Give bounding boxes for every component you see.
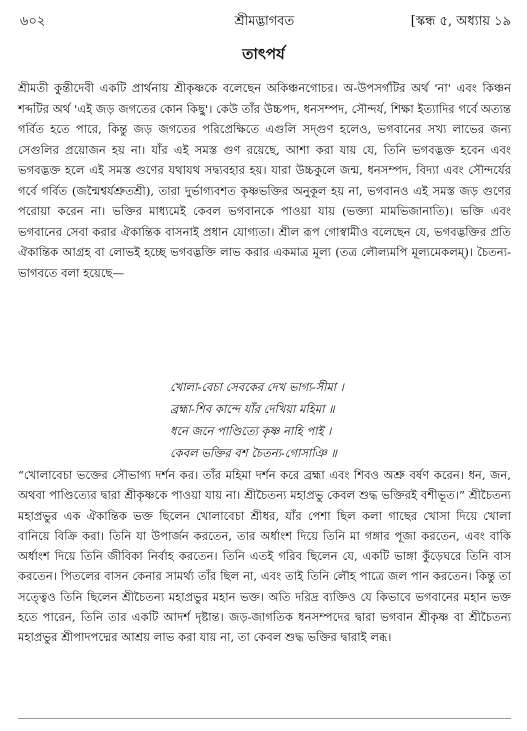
chapter-reference: [স্কন্ধ ৫, অধ্যায় ১৯ bbox=[410, 14, 511, 29]
verse-line: কেবল ভক্তির বশ চৈতন্য-গোসাঞি ॥ bbox=[170, 446, 337, 460]
purport-paragraph-2 bbox=[18, 465, 511, 648]
page-header bbox=[18, 12, 511, 32]
verse-line: খোলা-বেচা সেবকের দেখ ভাগ্য-সীমা । bbox=[170, 380, 344, 394]
book-title: শ্রীমদ্ভাগবত bbox=[234, 14, 295, 29]
verse-line: ব্রহ্মা-শিব কান্দে যাঁর দেখিয়া মহিমা ॥ bbox=[170, 402, 335, 416]
footer-rule bbox=[18, 718, 511, 719]
verse-line: ধনে জনে পাণ্ডিত্যে কৃষ্ণ নাহি পাই । bbox=[170, 424, 332, 438]
section-title: তাৎপর্য bbox=[242, 45, 285, 63]
purport-paragraph-1 bbox=[18, 78, 511, 283]
verse-block bbox=[170, 376, 470, 464]
page-number: ৬০২ bbox=[20, 14, 46, 29]
paragraph-text: শ্রীমতী কুন্তীদেবী একটি প্রার্থনায় শ্রীকৃষ্ণকে বলেছেন অকিঞ্চনগোচর। অ-উপসর্গটির অর্থ 'না' এবং কিঞ্চন শব্দটির অর্থ 'এই জড় জগতের কোন কিছু'। কেউ তাঁর উচ্চপদ, ধনসম্পদ, সৌন্দর্য, শিক্ষা ইত্যাদির গর্বে অত্যন্ত গর্বিত হতে পারে, কিন্তু জড় জগতের পরিপ্রেক্ষিতে এগুলি সদ্গুণ হলেও, ভগবানের সখ্য লাভের জন্য সেগুলির প্রয়োজন হয় না। যাঁর এই সমস্ত গুণ রয়েছে, আশা করা যায় যে, তিনি ভগবদ্ভক্ত হবেন এবং ভগবদ্ভক্ত হলে এই সমস্ত গুণের যথাযথ সদ্ব্যবহার হয়। যারা উচ্চকুলে জন্ম, ধনসম্পদ, বিদ্যা এবং সৌন্দর্যের গর্বে গর্বিত (জন্মৈশ্বর্যশ্রুতশ্রী), তারা দুর্ভাগ্যবশত কৃষ্ণভক্তির অনুকূল হয় না, ভগবানও এই সমস্ত জড় গুণের পরোয়া করেন না। ভক্তির মাধ্যমেই কেবল ভগবানকে পাওয়া যায় (ভক্ত্যা মামভিজানাতি)। ভক্তি এবং ভগবানের সেবা করার ঐকান্তিক বাসনাই প্রধান যোগ্যতা। শ্রীল রূপ গোস্বামীও বলেছেন যে, ভগবদ্ভক্তির প্রতি ঐকান্তিক আগ্রহ বা লোভই হচ্ছে ভগবদ্ভক্তি লাভ করার একমাত্র মূল্য (তত্র লৌল্যমপি মূল্যমেকলম্)। চৈতন্য-ভাগবতে বলা হয়েছে— bbox=[18, 81, 511, 280]
paragraph-text: “খোলাবেচা ভক্তের সৌভাগ্য দর্শন কর। তাঁর মহিমা দর্শন করে ব্রহ্মা এবং শিবও অশ্রু বর্ষণ করেন। ধন, জন, অথবা পাণ্ডিত্যের দ্বারা শ্রীকৃষ্ণকে পাওয়া যায় না। শ্রীচৈতন্য মহাপ্রভু কেবল শুদ্ধ ভক্তিরই বশীভূত।” শ্রীচৈতন্য মহাপ্রভুর এক ঐকান্তিক ভক্ত ছিলেন খোলাবেচা শ্রীধর, যাঁর পেশা ছিল কলা গাছের খোসা দিয়ে খোলা বানিয়ে বিক্রি করা। তিনি যা উপার্জন করতেন, তার অর্ধাংশ দিয়ে তিনি মা গঙ্গার পূজা করতেন, এবং বাকি অর্ধাংশ দিয়ে তিনি জীবিকা নির্বাহ করতেন। তিনি এতই গরিব ছিলেন যে, একটি ভাঙ্গা কুঁড়েঘরে তিনি বাস করতেন। পিতলের বাসন কেনার সামর্থ্য তাঁর ছিল না, এবং তাই তিনি লৌহ পাত্রে জল পান করতেন। কিন্তু তা সত্ত্বেও তিনি ছিলেন শ্রীচৈতন্য মহাপ্রভুর মহান ভক্ত। অতি দরিদ্র ব্যক্তিও যে কিভাবে ভগবানের মহান ভক্ত হতে পারেন, তিনি তার একটি আদর্শ দৃষ্টান্ত। জড়-জাগতিক ধনসম্পদের দ্বারা ভগবান শ্রীকৃষ্ণ বা শ্রীচৈতন্য মহাপ্রভুর শ্রীপাদপদ্মের আশ্রয় লাভ করা যায় না, তা কেবল শুদ্ধ ভক্তির দ্বারাই লব্ধ। bbox=[18, 468, 511, 645]
